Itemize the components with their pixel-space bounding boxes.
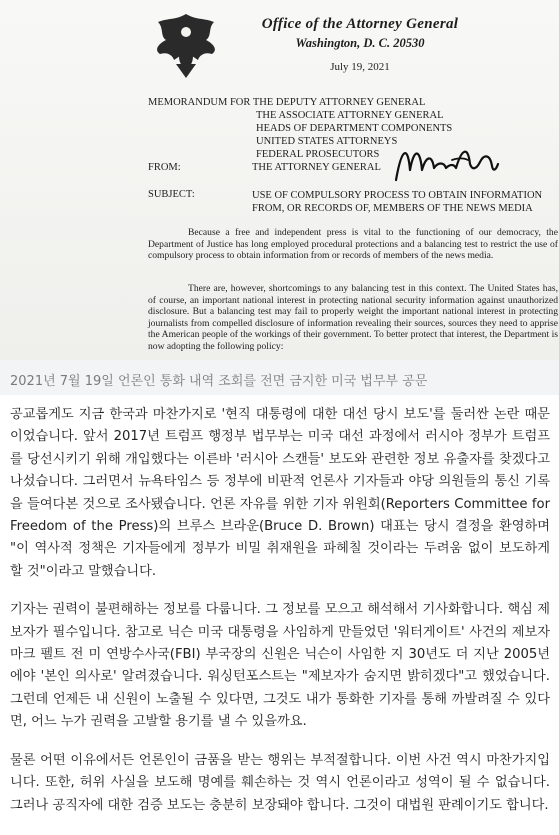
subject-value: USE OF COMPULSORY PROCESS TO OBTAIN INFORMATION FROM, OR RECORDS OF, MEMBERS OF THE NEWS MEDIA	[252, 190, 543, 214]
memo-paragraph: Because a free and independent press is vital to the functioning of our democracy, the Department of Justice has long employed procedural protections and a balancing test to restrict the use of compulsory process to obtain information from or records of members of the news media.	[148, 227, 558, 262]
doj-seal-icon	[146, 8, 226, 82]
memo-date: July 19, 2021	[330, 61, 390, 73]
recipient-line: THE ASSOCIATE ATTORNEY GENERAL	[256, 110, 444, 121]
from-label: FROM:	[148, 162, 181, 173]
article-paragraph: 기자는 권력이 불편해하는 정보를 다룹니다. 그 정보를 모으고 해석해서 기사화합니다. 핵심 제보자가 필수입니다. 참고로 닉슨 미국 대통령을 사임하게 만들었던 '워터게이트' 사건의 제보자 마크 펠트 전 미 연방수사국(FBI) 부국장의 신원은 닉슨이 사임한 지 30년도 더 지난 2005년에야 '본인 의사로' 알려졌습니다. 워싱턴포스트는 "제보자가 숨지면 밝히겠다"고 했었습니다. 그런데 언제든 내 신원이 노출될 수 있다면, 그것도 내가 통화한 기자를 통해 까발려질 수 있다면, 어느 누가 권력을 고발할 용기를 낼 수 있을까요.	[10, 602, 550, 730]
image-caption: 2021년 7월 19일 언론인 통화 내역 조회를 전면 금지한 미국 법무부 공문	[10, 374, 428, 389]
image-caption-bar	[0, 360, 559, 395]
article-body	[10, 404, 550, 833]
from-value: THE ATTORNEY GENERAL	[252, 162, 381, 173]
office-city: Washington, D. C. 20530	[295, 36, 425, 50]
letterhead	[230, 16, 490, 73]
recipient-line: HEADS OF DEPARTMENT COMPONENTS	[256, 123, 453, 134]
article-paragraph: 공교롭게도 지금 한국과 마찬가지로 '현직 대통령에 대한 대선 당시 보도'를 둘러싼 논란 때문이었습니다. 앞서 2017년 트럼프 행정부 법무부는 미국 대선 과정에서 러시아 정부가 트럼프를 당선시키기 위해 개입했다는 이른바 '러시아 스캔들' 보도와 관련한 정보 유출자를 찾겠다고 나섰습니다. 그러면서 뉴욕타임스 등 정부에 비판적 언론사 기자들과 야당 의원들의 통신 기록을 들여다본 것으로 조사됐습니다. 언론 자유를 위한 기자 위원회(Reporters Committee for Freedom of the Press)의 브루스 브라운(Bruce D. Brown) 대표는 당시 결정을 환영하며 "이 역사적 정책은 기자들에게 정부가 비밀 취재원을 파헤칠 것이라는 두려움 없이 보도하게 할 것"이라고 말했습니다.	[10, 407, 550, 579]
signature-icon	[392, 140, 502, 188]
recipient-line: UNITED STATES ATTORNEYS	[256, 136, 398, 147]
memo-scan-image	[0, 0, 559, 360]
recipient-line: MEMORANDUM FOR THE DEPUTY ATTORNEY GENERAL	[148, 97, 426, 108]
subject-label: SUBJECT:	[148, 189, 195, 200]
office-title: Office of the Attorney General	[261, 16, 459, 32]
recipient-line: FEDERAL PROSECUTORS	[256, 149, 380, 160]
article-paragraph: 물론 어떤 이유에서든 언론인이 금품을 받는 행위는 부적절합니다. 이번 사건 역시 마찬가지입니다. 또한, 허위 사실을 보도해 명예를 훼손하는 것 역시 언론이라고 성역이 될 수 없습니다. 그러나 공직자에 대한 검증 보도는 충분히 보장돼야 합니다. 그것이 대법원 판례이기도 합니다.	[10, 752, 550, 813]
memo-paragraph: There are, however, shortcomings to any balancing test in this context. The United States has, of course, an important national interest in protecting national security information against unauthorized disclosure. But a balancing test may fail to properly weight the important national interest in protecting journalists from compelled disclosure of information revealing their sources, sources they need to apprise the American people of the workings of their government. To better protect that interest, the Department is now adopting the following policy:	[148, 283, 558, 352]
